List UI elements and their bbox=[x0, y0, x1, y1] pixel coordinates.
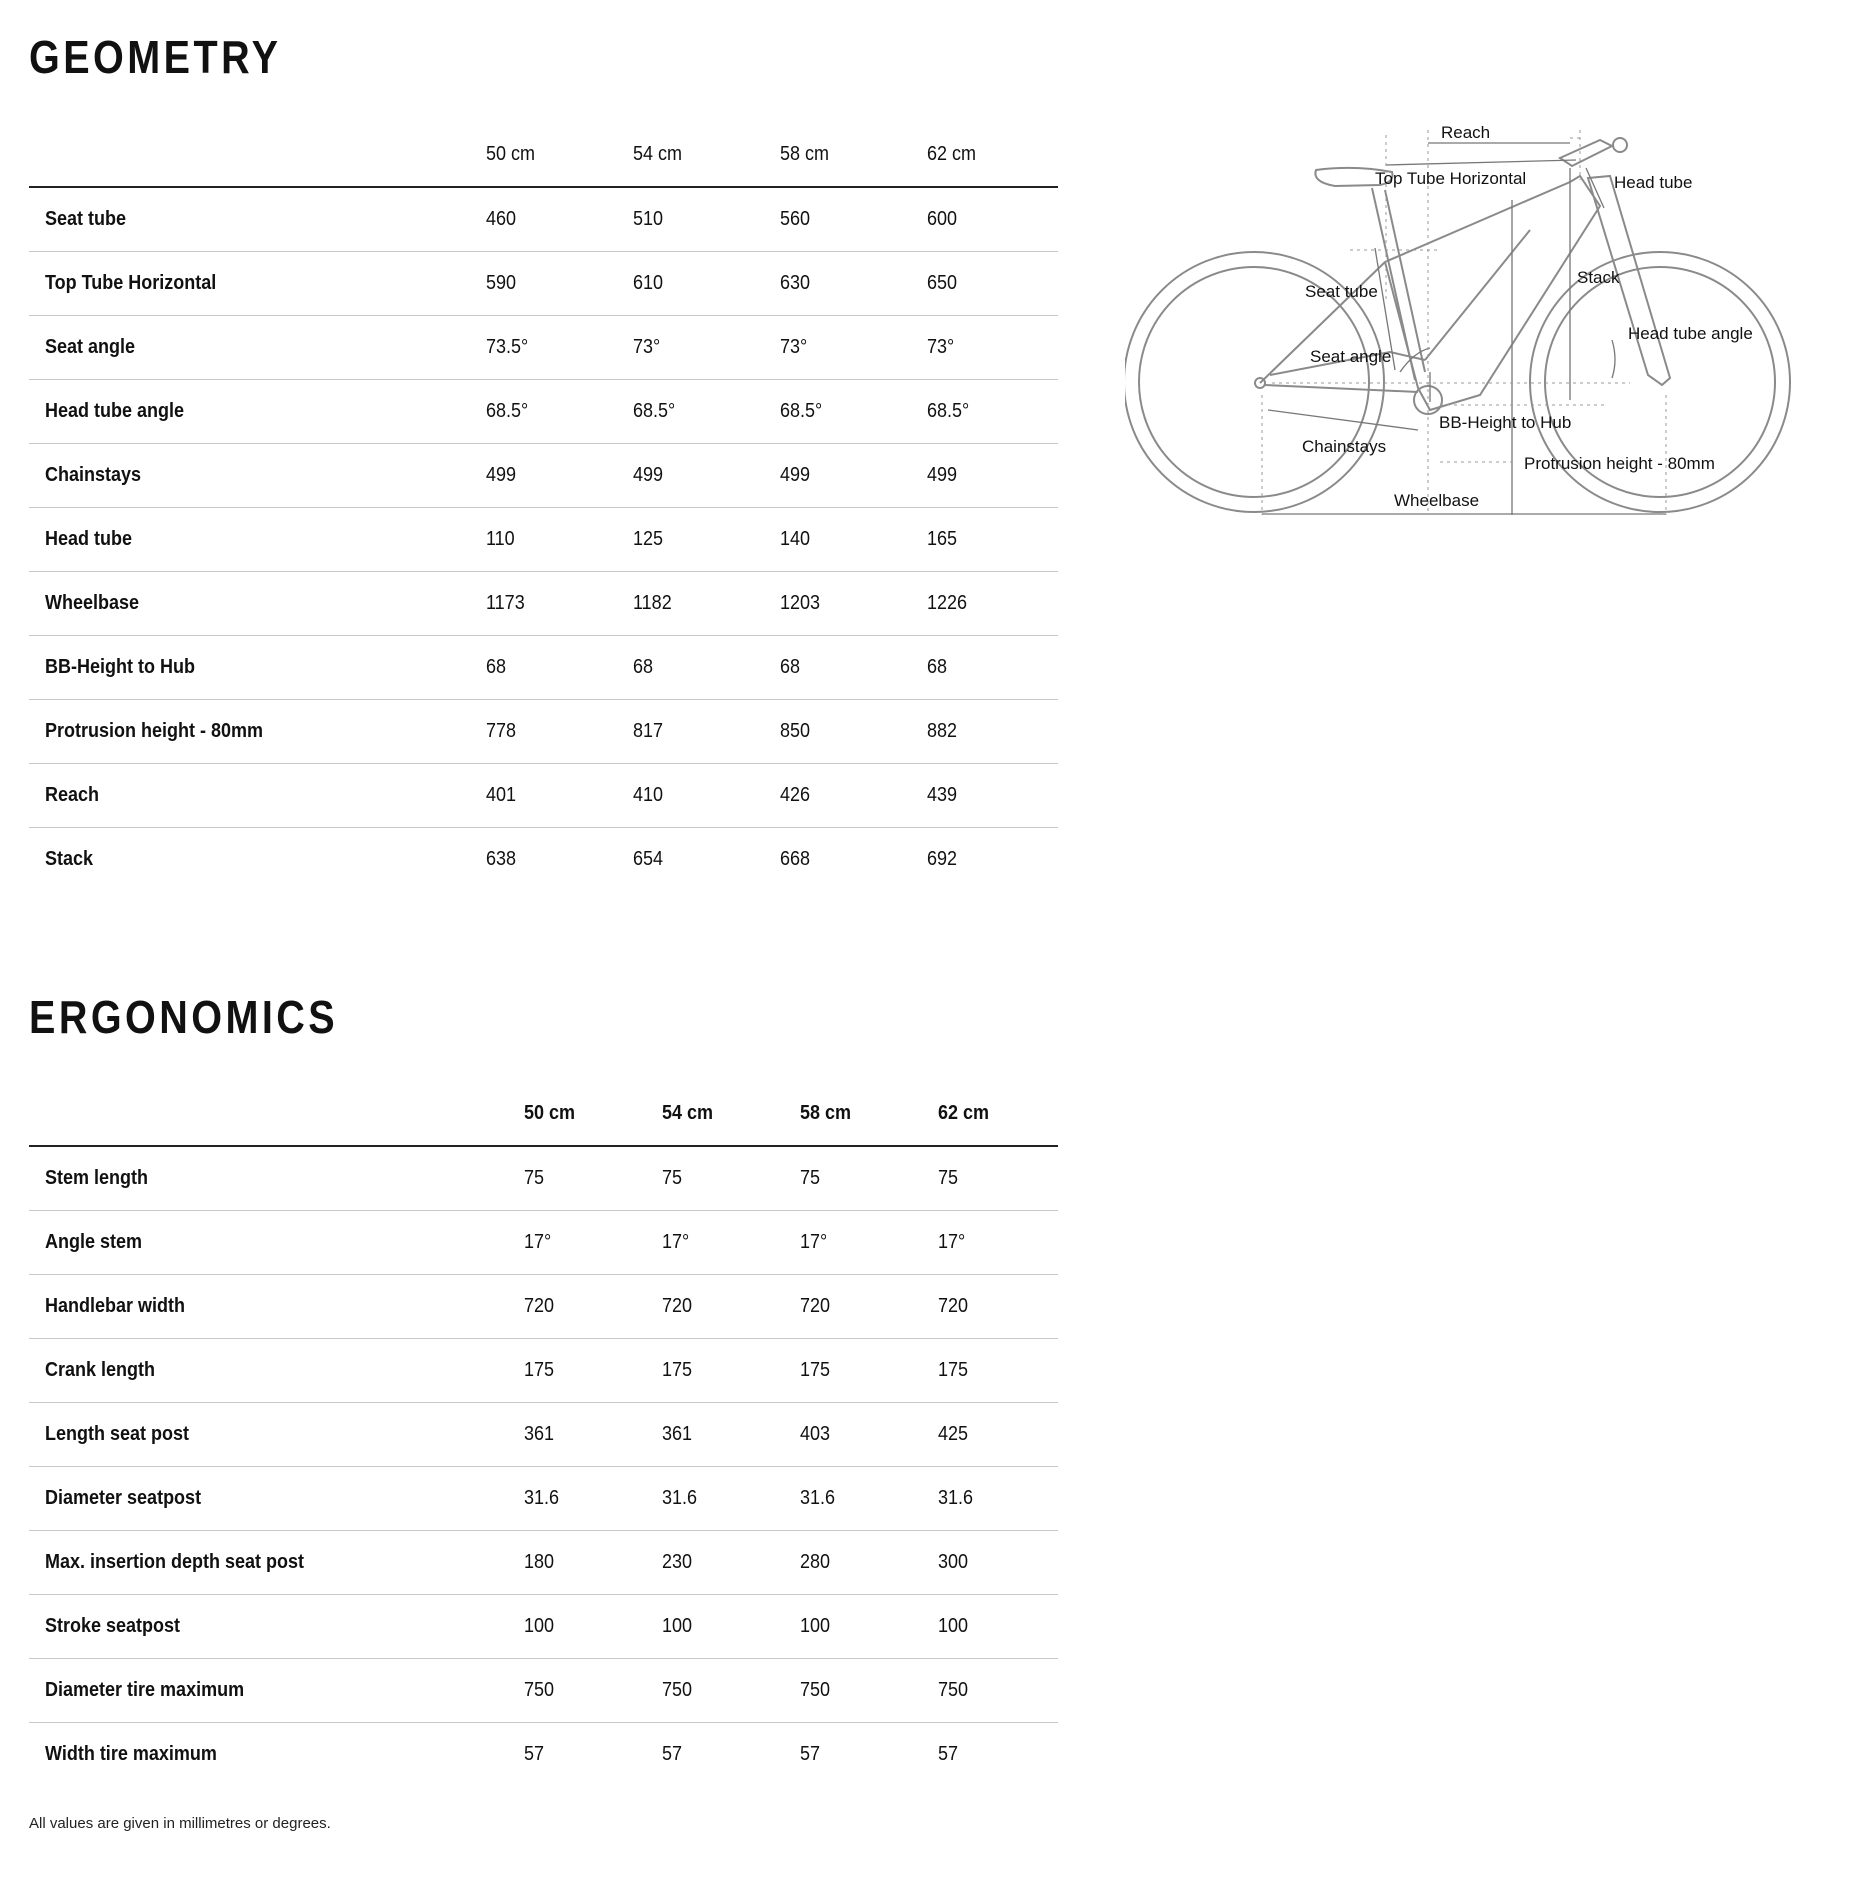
row-value: 750 bbox=[800, 1659, 938, 1723]
row-value: 560 bbox=[780, 187, 927, 252]
table-row bbox=[29, 1211, 1058, 1275]
row-value: 17° bbox=[524, 1211, 662, 1275]
row-label: Wheelbase bbox=[29, 572, 486, 636]
row-value: 280 bbox=[800, 1531, 938, 1595]
row-label: Handlebar width bbox=[29, 1275, 524, 1339]
row-value: 817 bbox=[633, 700, 780, 764]
row-value: 68 bbox=[927, 636, 1058, 700]
units-footnote: All values are given in millimetres or degrees. bbox=[29, 1815, 331, 1832]
row-value: 590 bbox=[486, 252, 633, 316]
row-value: 68 bbox=[780, 636, 927, 700]
row-label: Crank length bbox=[29, 1339, 524, 1403]
row-label: Head tube bbox=[29, 508, 486, 572]
geometry-header-row bbox=[29, 122, 1058, 187]
row-label: Chainstays bbox=[29, 444, 486, 508]
row-label: Stem length bbox=[29, 1146, 524, 1211]
row-value: 750 bbox=[524, 1659, 662, 1723]
row-value: 31.6 bbox=[662, 1467, 800, 1531]
row-value: 499 bbox=[633, 444, 780, 508]
handlebar bbox=[1613, 138, 1627, 152]
table-row bbox=[29, 828, 1058, 892]
row-value: 75 bbox=[938, 1146, 1058, 1211]
row-label: Top Tube Horizontal bbox=[29, 252, 486, 316]
row-value: 175 bbox=[800, 1339, 938, 1403]
geometry-table bbox=[29, 122, 1058, 891]
row-value: 720 bbox=[938, 1275, 1058, 1339]
row-value: 499 bbox=[927, 444, 1058, 508]
ergonomics-table bbox=[29, 1081, 1058, 1786]
row-value: 100 bbox=[524, 1595, 662, 1659]
row-value: 57 bbox=[524, 1743, 545, 1765]
row-value: 57 bbox=[800, 1743, 821, 1765]
row-value: 175 bbox=[938, 1339, 1058, 1403]
geometry-header-size: 62 cm bbox=[927, 122, 1058, 187]
table-row bbox=[29, 1275, 1058, 1339]
row-value: 1182 bbox=[633, 572, 780, 636]
row-value: 68.5° bbox=[927, 380, 1058, 444]
table-row bbox=[29, 1146, 1058, 1211]
geometry-header-blank bbox=[29, 122, 486, 187]
stem-bar bbox=[1560, 140, 1612, 166]
table-row bbox=[29, 187, 1058, 252]
row-value: 230 bbox=[662, 1531, 800, 1595]
row-value: 300 bbox=[938, 1531, 1058, 1595]
ergonomics-header-size: 54 cm bbox=[662, 1081, 800, 1146]
row-label: Stroke seatpost bbox=[29, 1595, 524, 1659]
row-value: 410 bbox=[633, 764, 780, 828]
row-label: Diameter seatpost bbox=[29, 1467, 524, 1531]
row-value: 57 bbox=[938, 1743, 959, 1765]
row-value: 31.6 bbox=[938, 1467, 1058, 1531]
table-row bbox=[29, 1531, 1058, 1595]
row-value: 165 bbox=[927, 508, 1058, 572]
row-value: 750 bbox=[938, 1659, 1058, 1723]
diagram-label-bb-height: BB-Height to Hub bbox=[1439, 413, 1572, 432]
row-value: 403 bbox=[800, 1403, 938, 1467]
row-value: 57 bbox=[662, 1743, 683, 1765]
row-value: 100 bbox=[662, 1595, 800, 1659]
geometry-header-size: 50 cm bbox=[486, 122, 633, 187]
row-value: 1173 bbox=[486, 572, 633, 636]
row-label: Width tire maximum bbox=[45, 1743, 217, 1765]
row-value: 180 bbox=[524, 1531, 662, 1595]
row-value: 73° bbox=[633, 316, 780, 380]
table-row bbox=[29, 1403, 1058, 1467]
row-value: 175 bbox=[524, 1339, 662, 1403]
row-label: Reach bbox=[29, 764, 486, 828]
row-value: 654 bbox=[633, 848, 664, 870]
row-value: 31.6 bbox=[800, 1467, 938, 1531]
row-value: 68.5° bbox=[780, 380, 927, 444]
row-value: 68 bbox=[633, 636, 780, 700]
row-value: 68.5° bbox=[486, 380, 633, 444]
row-label: Protrusion height - 80mm bbox=[29, 700, 486, 764]
front-wheel-outer bbox=[1530, 252, 1790, 512]
row-value: 750 bbox=[662, 1659, 800, 1723]
row-label: Seat tube bbox=[29, 187, 486, 252]
row-value: 73° bbox=[780, 316, 927, 380]
table-row bbox=[29, 1659, 1058, 1723]
row-label: Length seat post bbox=[29, 1403, 524, 1467]
geometry-header-size: 54 cm bbox=[633, 122, 780, 187]
row-value: 110 bbox=[486, 508, 633, 572]
row-value: 68.5° bbox=[633, 380, 780, 444]
table-row bbox=[29, 572, 1058, 636]
row-value: 31.6 bbox=[524, 1467, 662, 1531]
row-value: 610 bbox=[633, 252, 780, 316]
row-value: 75 bbox=[662, 1146, 800, 1211]
row-label: Max. insertion depth seat post bbox=[29, 1531, 524, 1595]
row-value: 68 bbox=[486, 636, 633, 700]
row-value: 73.5° bbox=[486, 316, 633, 380]
row-label: BB-Height to Hub bbox=[29, 636, 486, 700]
row-value: 460 bbox=[486, 187, 633, 252]
ergonomics-title: ERGONOMICS bbox=[29, 991, 339, 1043]
table-row bbox=[29, 380, 1058, 444]
diagram-label-reach: Reach bbox=[1441, 123, 1491, 142]
row-value: 850 bbox=[780, 700, 927, 764]
row-value: 630 bbox=[780, 252, 927, 316]
ergonomics-header-row bbox=[29, 1081, 1058, 1146]
table-row bbox=[29, 508, 1058, 572]
row-value: 720 bbox=[524, 1275, 662, 1339]
row-value: 650 bbox=[927, 252, 1058, 316]
row-value: 361 bbox=[524, 1403, 662, 1467]
row-value: 510 bbox=[633, 187, 780, 252]
row-value: 1226 bbox=[927, 572, 1058, 636]
table-row bbox=[29, 252, 1058, 316]
row-label: Head tube angle bbox=[29, 380, 486, 444]
row-value: 140 bbox=[780, 508, 927, 572]
row-value: 600 bbox=[927, 187, 1058, 252]
ergonomics-header-size: 62 cm bbox=[938, 1081, 1058, 1146]
table-row bbox=[29, 316, 1058, 380]
ergonomics-header-size: 50 cm bbox=[524, 1081, 662, 1146]
row-value: 100 bbox=[938, 1595, 1058, 1659]
row-value: 439 bbox=[927, 764, 1058, 828]
table-row bbox=[29, 1467, 1058, 1531]
table-row bbox=[29, 636, 1058, 700]
table-row bbox=[29, 1595, 1058, 1659]
rear-wheel-inner bbox=[1139, 267, 1369, 497]
diagram-label-top-tube-horizontal: Top Tube Horizontal bbox=[1375, 169, 1527, 188]
table-row bbox=[29, 1723, 1058, 1787]
row-value: 778 bbox=[486, 700, 633, 764]
diagram-label-head-tube: Head tube bbox=[1614, 173, 1693, 192]
geometry-header-size: 58 cm bbox=[780, 122, 927, 187]
row-value: 125 bbox=[633, 508, 780, 572]
table-row bbox=[29, 1339, 1058, 1403]
row-value: 720 bbox=[662, 1275, 800, 1339]
row-value: 17° bbox=[662, 1211, 800, 1275]
row-value: 668 bbox=[780, 848, 811, 870]
row-value: 499 bbox=[780, 444, 927, 508]
table-row bbox=[29, 700, 1058, 764]
row-value: 425 bbox=[938, 1403, 1058, 1467]
geometry-title: GEOMETRY bbox=[29, 31, 282, 83]
row-value: 175 bbox=[662, 1339, 800, 1403]
row-value: 361 bbox=[662, 1403, 800, 1467]
row-value: 426 bbox=[780, 764, 927, 828]
row-value: 75 bbox=[524, 1146, 662, 1211]
table-row bbox=[29, 764, 1058, 828]
diagram-label-protrusion-height: Protrusion height - 80mm bbox=[1524, 454, 1715, 473]
diagram-label-seat-angle: Seat angle bbox=[1310, 347, 1392, 366]
row-label: Angle stem bbox=[29, 1211, 524, 1275]
row-value: 73° bbox=[927, 316, 1058, 380]
diagram-label-wheelbase: Wheelbase bbox=[1394, 491, 1480, 510]
bike-geometry-diagram bbox=[1125, 115, 1825, 535]
row-value: 401 bbox=[486, 764, 633, 828]
ergonomics-header-size: 58 cm bbox=[800, 1081, 938, 1146]
row-value: 882 bbox=[927, 700, 1058, 764]
row-value: 720 bbox=[800, 1275, 938, 1339]
row-label: Seat angle bbox=[29, 316, 486, 380]
row-value: 17° bbox=[800, 1211, 938, 1275]
row-value: 499 bbox=[486, 444, 633, 508]
diagram-label-seat-tube: Seat tube bbox=[1305, 282, 1378, 301]
row-value: 692 bbox=[927, 848, 958, 870]
diagram-label-stack: Stack bbox=[1577, 268, 1620, 287]
row-value: 100 bbox=[800, 1595, 938, 1659]
row-label: Stack bbox=[45, 848, 94, 870]
diagram-label-chainstays: Chainstays bbox=[1302, 437, 1387, 456]
row-value: 17° bbox=[938, 1211, 1058, 1275]
row-value: 75 bbox=[800, 1146, 938, 1211]
row-label: Diameter tire maximum bbox=[29, 1659, 524, 1723]
ergonomics-header-blank bbox=[29, 1081, 524, 1146]
diagram-label-head-tube-angle: Head tube angle bbox=[1628, 324, 1753, 343]
table-row bbox=[29, 444, 1058, 508]
row-value: 1203 bbox=[780, 572, 927, 636]
row-value: 638 bbox=[486, 848, 517, 870]
